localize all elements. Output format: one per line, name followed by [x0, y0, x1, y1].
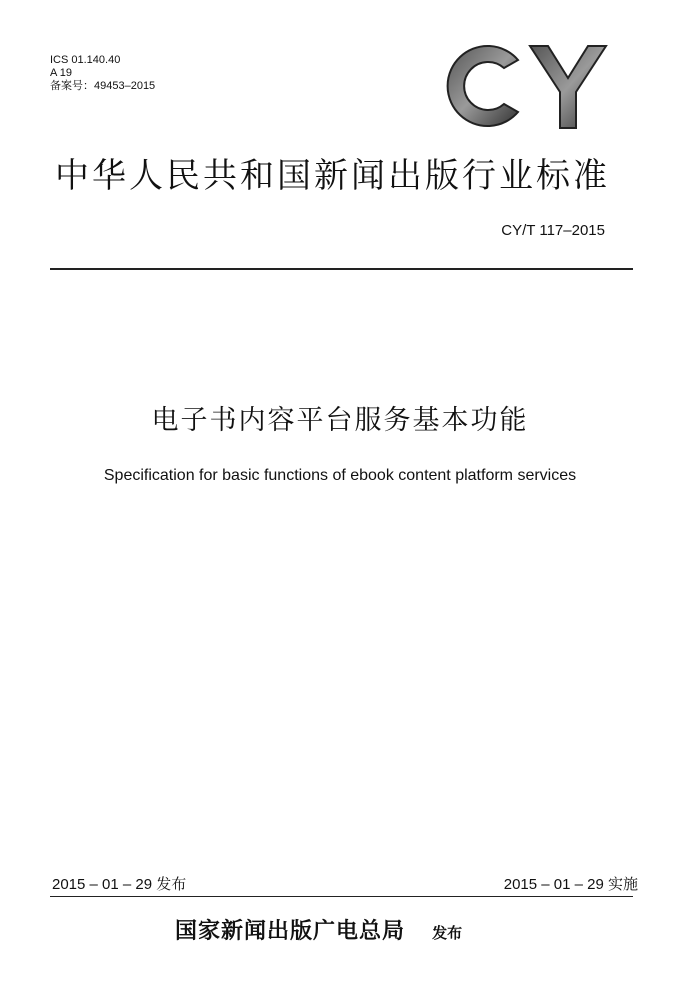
document-title-en: Specification for basic functions of ebook content platform services [103, 467, 577, 484]
effective-date: 2015 – 01 – 29 实施 [503, 876, 638, 893]
cy-standard-logo [440, 38, 610, 134]
ics-code: ICS 01.140.40 [50, 54, 121, 66]
issue-date: 2015 – 01 – 29 发布 [52, 876, 187, 893]
standard-code: CY/T 117–2015 [501, 222, 605, 239]
metadata-block [50, 54, 155, 93]
bottom-divider [50, 896, 633, 897]
document-title-cn: 电子书内容平台服务基本功能 [151, 405, 529, 436]
publisher-line [175, 914, 462, 945]
standard-category-title: 中华人民共和国新闻出版行业标准 [55, 156, 610, 196]
publish-action: 发布 [432, 924, 463, 942]
publisher-org: 国家新闻出版广电总局 [175, 918, 406, 944]
classification-code: A 19 [50, 67, 73, 79]
record-number: 备案号：49453–2015 [50, 80, 156, 92]
top-divider [50, 268, 633, 270]
